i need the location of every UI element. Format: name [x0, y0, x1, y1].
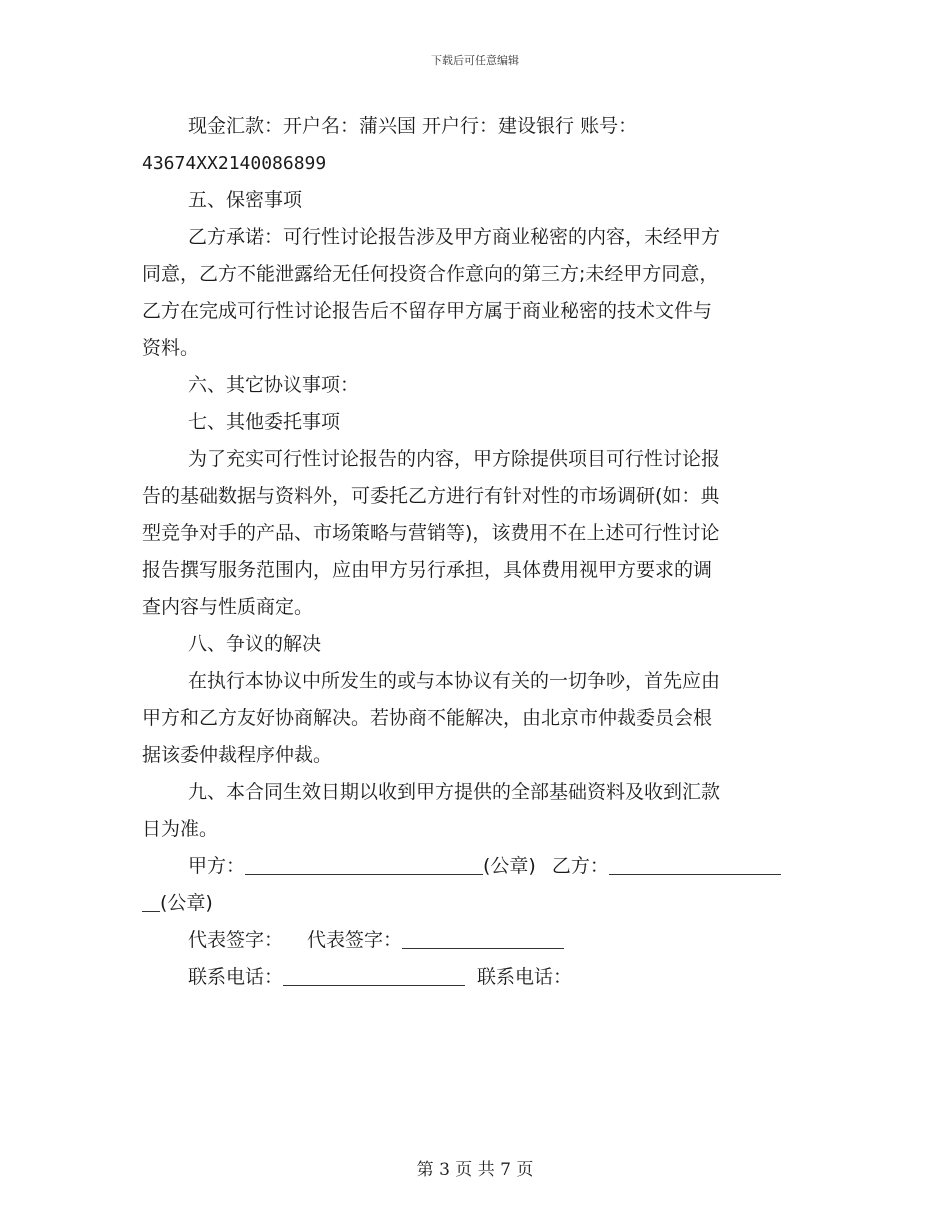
party-b-blank[interactable] — [609, 852, 781, 875]
paragraph-line: 告的基础数据与资料外，可委托乙方进行有针对性的市场调研(如：典 — [142, 485, 720, 507]
paragraph-line: 报告撰写服务范围内，应由甲方另行承担，具体费用视甲方要求的调 — [142, 559, 713, 581]
paragraph-line: 甲方和乙方友好协商解决。若协商不能解决，由北京市仲裁委员会根 — [142, 707, 713, 729]
phone-a-label: 联系电话： — [188, 966, 284, 988]
section-heading: 八、争议的解决 — [188, 633, 322, 655]
paragraph-line: 日为准。 — [142, 818, 219, 840]
paragraph-line: 查内容与性质商定。 — [142, 596, 314, 618]
paragraph-line: 九、本合同生效日期以收到甲方提供的全部基础资料及收到汇款 — [188, 781, 721, 803]
paragraph-line: 同意，乙方不能泄露给无任何投资合作意向的第三方;未经甲方同意， — [142, 263, 719, 285]
phone-b-label: 联系电话： — [477, 966, 573, 988]
paragraph-line: 现金汇款：开户名：蒲兴国 开户行：建设银行 账号： — [188, 115, 638, 137]
section-heading: 六、其它协议事项： — [188, 374, 360, 396]
paragraph-line: 乙方承诺：可行性讨论报告涉及甲方商业秘密的内容，未经甲方 — [188, 226, 721, 248]
paragraph-line: 在执行本协议中所发生的或与本协议有关的一切争吵，首先应由 — [188, 670, 721, 692]
document-body — [142, 108, 810, 996]
rep-b-blank[interactable] — [402, 926, 564, 949]
paragraph-line: 据该委仲裁程序仲裁。 — [142, 744, 333, 766]
party-line — [142, 848, 810, 885]
party-b-label: 乙方： — [551, 855, 609, 877]
party-b-blank-continued[interactable] — [142, 889, 160, 912]
rep-a-label: 代表签字： — [188, 929, 284, 951]
account-number: 43674XX2140086899 — [142, 153, 327, 174]
page-header-note: 下载后可任意编辑 — [431, 54, 519, 67]
paragraph-line: 乙方在完成可行性讨论报告后不留存甲方属于商业秘密的技术文件与 — [142, 300, 713, 322]
representative-line — [142, 922, 810, 959]
paragraph-line: 为了充实可行性讨论报告的内容，甲方除提供项目可行性讨论报 — [188, 448, 721, 470]
party-b-seal: (公章) — [160, 892, 213, 914]
page-number: 第 3 页 共 7 页 — [416, 1160, 534, 1180]
party-a-blank[interactable] — [245, 852, 483, 875]
paragraph-line: 型竞争对手的产品、市场策略与营销等)，该费用不在上述可行性讨论 — [142, 522, 720, 544]
section-heading: 七、其他委托事项 — [188, 411, 341, 433]
section-heading: 五、保密事项 — [188, 189, 303, 211]
phone-line — [142, 959, 810, 996]
party-a-seal: (公章) — [483, 855, 536, 877]
party-a-label: 甲方： — [188, 855, 246, 877]
party-seal-line — [142, 885, 810, 922]
phone-a-blank[interactable] — [283, 963, 465, 986]
rep-b-label: 代表签字： — [307, 929, 403, 951]
paragraph-line: 资料。 — [142, 337, 200, 359]
